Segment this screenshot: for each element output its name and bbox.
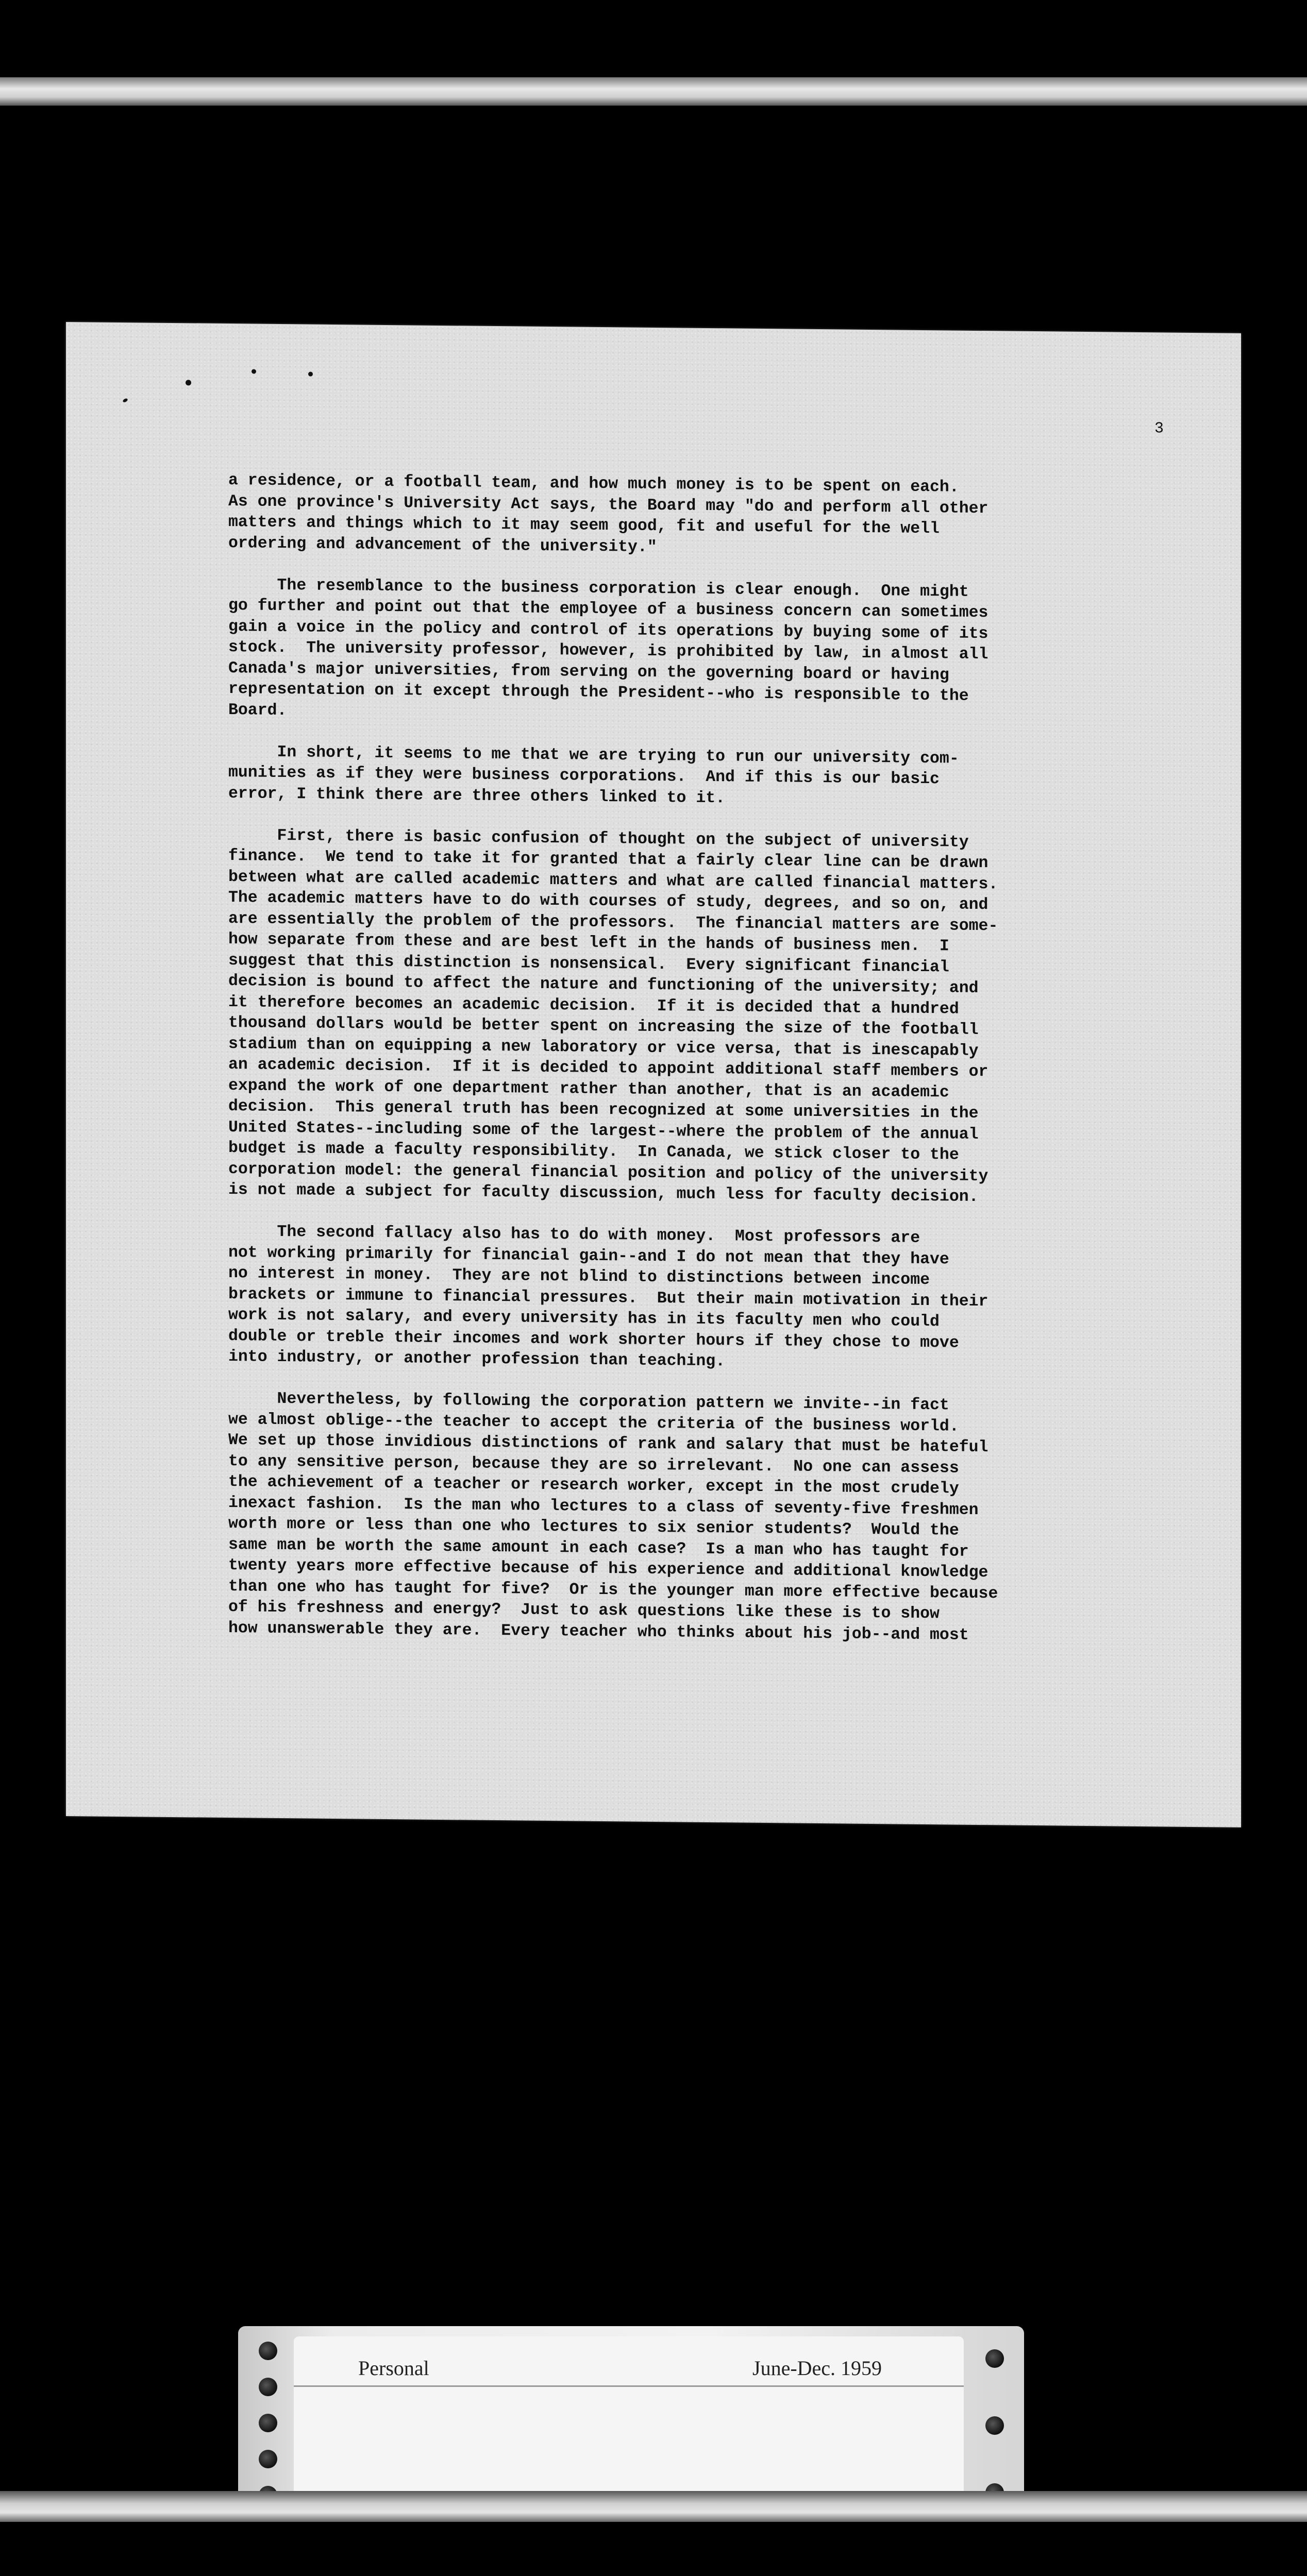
text-line: not working primarily for financial gain--and I do not mean that they have (228, 1243, 949, 1268)
punch-hole (985, 2349, 1004, 2368)
text-line: munities as if they were business corporations. And if this is our basic (228, 764, 940, 789)
text-line: Nevertheless, by following the corporation pattern we invite--in fact (228, 1389, 949, 1415)
text-line: Canada's major universities, from serving on the governing board or having (228, 659, 949, 684)
paragraph-2 (228, 575, 1208, 731)
punch-hole (259, 2342, 277, 2360)
text-line: decision. This general truth has been recognized at some universities in the (228, 1097, 979, 1123)
text-line: we almost oblige--the teacher to accept the criteria of the business world. (228, 1410, 959, 1436)
text-line: go further and point out that the employee of a business concern can sometimes (228, 597, 988, 622)
text-line: Board. (228, 701, 287, 720)
text-line: In short, it seems to me that we are trying to run our university com- (228, 742, 959, 768)
text-line: suggest that this distinction is nonsensical. Every significant financial (228, 951, 949, 976)
text-line: twenty years more effective because of his experience and additional knowledge (228, 1556, 988, 1582)
text-line: The resemblance to the business corporation is clear enough. One might (228, 575, 969, 601)
text-line: it therefore becomes an academic decision. If it is decided that a hundred (228, 993, 959, 1019)
label-rule (294, 2385, 964, 2387)
text-line: how unanswerable they are. Every teacher who thinks about his job--and most (228, 1619, 969, 1645)
document-page (66, 322, 1241, 1827)
punch-hole (985, 2416, 1004, 2435)
text-line: into industry, or another profession than teaching. (228, 1348, 726, 1371)
text-line: We set up those invidious distinctions of rank and salary that must be hateful (228, 1431, 988, 1457)
text-line: As one province's University Act says, the Board may "do and perform all other (228, 492, 988, 518)
text-line: are essentially the problem of the professors. The financial matters are some- (228, 909, 998, 935)
paragraph-5 (228, 1222, 1208, 1377)
text-line: error, I think there are three others linked to it. (228, 784, 726, 807)
film-edge-top (0, 77, 1307, 106)
text-line: a residence, or a football team, and how much money is to be spent on each. (228, 471, 959, 497)
text-line: representation on it except through the President--who is responsible to the (228, 680, 969, 705)
label-card-face (294, 2336, 964, 2517)
dust-speck (252, 369, 256, 374)
text-line: stock. The university professor, however, is prohibited by law, in almost all (228, 638, 988, 664)
text-line: same man be worth the same amount in each case? Is a man who has taught for (228, 1535, 969, 1561)
dust-speck (122, 398, 128, 403)
text-line: of his freshness and energy? Just to ask questions like these is to show (228, 1598, 940, 1623)
film-edge-bottom (0, 2491, 1307, 2522)
dust-speck (308, 372, 313, 377)
text-line: The second fallacy also has to do with money. Most professors are (228, 1223, 920, 1247)
text-line: inexact fashion. Is the man who lectures to a class of seventy-five freshmen (228, 1494, 979, 1519)
text-line: the achievement of a teacher or research worker, except in the most crudely (228, 1473, 959, 1498)
text-line: expand the work of one department rather than another, that is an academic (228, 1076, 949, 1101)
text-line: corporation model: the general financial position and policy of the university (228, 1160, 988, 1185)
paragraph-1 (228, 470, 1208, 563)
text-line: between what are called academic matters and what are called financial matters. (228, 868, 998, 893)
text-line: finance. We tend to take it for granted that a fairly clear line can be drawn (228, 847, 988, 873)
text-line: The academic matters have to do with courses of study, degrees, and so on, and (228, 889, 988, 914)
label-left-text: Personal (358, 2357, 429, 2380)
paragraph-3 (228, 742, 1208, 814)
punch-hole (259, 2450, 277, 2468)
text-line: decision is bound to affect the nature and functioning of the university; and (228, 972, 979, 997)
text-line: how separate from these and are best left in the hands of business men. I (228, 930, 949, 956)
text-line: than one who has taught for five? Or is the younger man more effective because (228, 1577, 998, 1603)
text-line: budget is made a faculty responsibility. In Canada, we stick closer to the (228, 1139, 959, 1164)
text-line: worth more or less than one who lectures to six senior students? Would the (228, 1515, 959, 1540)
text-line: work is not salary, and every university has in its faculty men who could (228, 1306, 940, 1331)
punch-hole (259, 2414, 277, 2432)
text-line: stadium than on equipping a new laboratory or vice versa, that is inescapably (228, 1035, 979, 1060)
text-line: United States--including some of the largest--where the problem of the annual (228, 1118, 979, 1144)
paragraph-6 (228, 1388, 1208, 1648)
text-line: gain a voice in the policy and control of its operations by buying some of its (228, 617, 988, 643)
paragraph-4 (228, 825, 1208, 1210)
text-line: is not made a subject for faculty discussion, much less for faculty decision. (228, 1181, 979, 1206)
text-line: matters and things which to it may seem good, fit and useful for the well (228, 513, 940, 538)
label-right-text: June-Dec. 1959 (752, 2357, 882, 2380)
text-line: an academic decision. If it is decided to appoint additional staff members or (228, 1056, 988, 1081)
body-text (228, 470, 1208, 1669)
text-line: double or treble their incomes and work shorter hours if they chose to move (228, 1327, 959, 1352)
text-line: to any sensitive person, because they are so irrelevant. No one can assess (228, 1452, 959, 1478)
text-line: First, there is basic confusion of thought on the subject of university (228, 826, 969, 852)
page-number: 3 (1154, 420, 1164, 438)
text-line: thousand dollars would be better spent on increasing the size of the football (228, 1014, 979, 1039)
archive-label-card (238, 2326, 1024, 2519)
dust-speck (186, 380, 191, 385)
text-line: ordering and advancement of the university." (228, 534, 657, 556)
text-line: brackets or immune to financial pressures. But their main motivation in their (228, 1285, 988, 1311)
text-line: no interest in money. They are not blind to distinctions between income (228, 1264, 930, 1290)
punch-hole (259, 2378, 277, 2396)
